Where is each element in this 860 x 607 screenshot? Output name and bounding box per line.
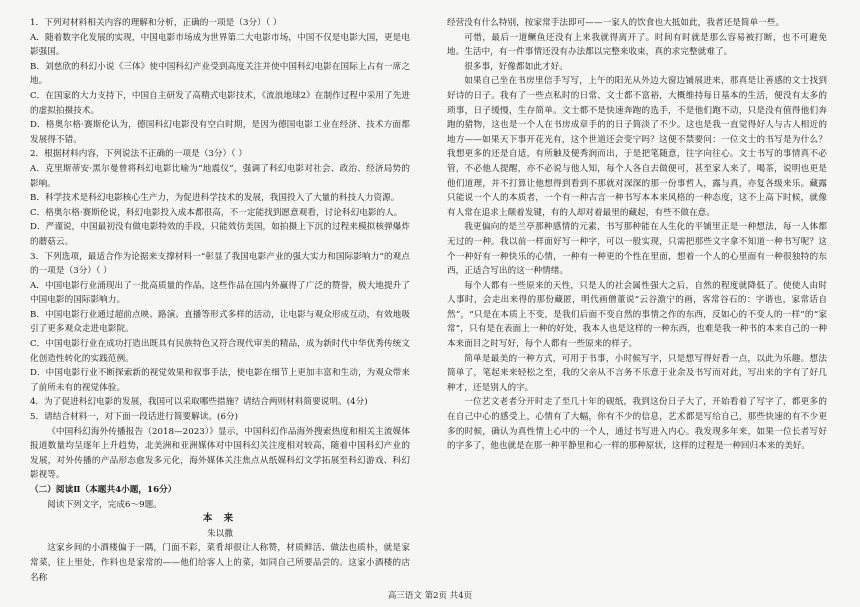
q2-option-c: C．格奥尔格·赛斯伦说，科幻电影投入成本都很高，不一定能找到愿意观看，讨论科幻电影的人。 [30, 207, 403, 218]
q5-quote: 《中国科幻海外传播报告（2018—2023）》显示，中国科幻作品海外搜索热度和相关主流媒体报道数量均呈逐年上升趋势，北美洲和亚洲媒体对中国科幻关注度相对较高，随着中国科幻产业的发展，对外传播的产品形态愈发多元化，海外媒体关注焦点从纸媒科幻文学拓展至科幻游戏、科幻影视等。 [30, 426, 410, 481]
passage-paragraph: 一位艺文老者分开时走了至几十年的砚纸，我到这份日子大了，开始看着了写字了，都更多的在自己中心的感受上，心情有了大幅，你有不少的信息，艺术都是写给自己，那些快速的有不少更多的时候，确认为真性情上心中的一个人，通过书写进入内心。我发现多年来，如果一位长者写好的字多了，他也就是在那一种平静里和心一样的那种原状，这样的过程是一种回归本来的美好。 [447, 397, 827, 452]
q3-stem: 3．下列选项，最适合作为论据来支撑材料一“彰显了我国电影产业的强大实力和国际影响力”的观点的一项是（3分）（ ） [30, 251, 410, 277]
q4-stem: 4．为了促进科幻电影的发展，我国可以采取哪些措施？请结合两则材料简要说明。(4分) [30, 397, 368, 408]
q1-option-a: A．随着数字化发展的实现，中国电影市场成为世界第二大电影市场，中国不仅是电影大国，更是电影强国。 [30, 32, 410, 58]
q3-option-a: A．中国电影行业涌现出了一批高质量的作品，这些作品在国内外赢得了广泛的赞誉，极大地提升了中国电影的国际影响力。 [30, 280, 410, 306]
left-column [30, 16, 410, 583]
q2-option-a: A．克里斯蒂安·黑尔曼曾将科幻电影比喻为“地震仪”，强调了科幻电影对社会、政治、经济局势的影响。 [30, 163, 410, 189]
right-column [447, 16, 827, 576]
passage-paragraph: 简单是最美的一种方式，可用于书事，小时候写字，只是想写得好看一点，以此为乐趣。想法简单了，笔起来来轻松之至，我的父亲从不言务不乐意于业余及书写而对此，写出来的字有了好几种才，还是别人的字。 [447, 353, 827, 393]
passage-paragraph: 经营没有什么特别，按家常手法即可——一家人的饮食也大抵如此，我者还是简单一些。 [447, 18, 785, 28]
q3-option-d: D．中国电影行业不断探索新的视觉效果和叙事手法，使电影在细节上更加丰富和生动，为观众带来了前所未有的视觉体验。 [30, 368, 410, 393]
passage-paragraph: 这家乡间的小酒楼偏于一隅，门面不彩，菜肴却很让人称赞，材质鲜活、做法也质朴，就是家常菜，往上里处，作料也是家常的——他们给客人上的菜，如同自己所要品尝的。这家小酒楼的店名称 [30, 543, 410, 583]
q2-stem: 2．根据材料内容，下列说法不正确的一项是（3分）（ ） [30, 149, 247, 160]
q2-option-b: B．科学技术是科幻电影核心生产力，为促进科学技术的发展，我国投入了大量的科技人力资源。 [30, 193, 400, 204]
page-footer: 高三语文 第2页 共4页 [387, 591, 473, 601]
passage-paragraph: 每个人都有一些原来的天性，只是人的社会属性强大之后，自然的程度就降低了。使使人由时人事时，会走出来得的那份藏匿，明代画僧董说“云谷澹宁的画，客常谷石的：字谐也，家常话自然”，“只是在本质上不变，是我们后面不变自然的事情之作的东西，反如心的不变人的一样”的“家常”，只有是在表面上一种的好处，我本人也是这样的一种东西，也难是我一种书的本来自己的一种本来面目之时写好，每个人都有一些原来的样子。 [447, 280, 827, 350]
q1-option-b: B．刘慈欣的科幻小说《三体》使中国科幻产业受到高度关注并使中国科幻电影在国际上占有一席之地。 [30, 61, 410, 87]
q3-option-b: B．中国电影行业通过超前点映、路演、直播等形式多样的活动，让电影与观众形成互动，有效地吸引了更多观众走进电影院。 [30, 309, 410, 335]
passage-paragraph: 可惜，最后一道鳜鱼还没有上来我就得离开了。时间有时就是那么容易被打断，也不可避免地。生活中，有一件事情还没有办法都以完整来收束，真的求完整就难了。 [447, 32, 827, 58]
q2-option-d: D．严谨说，中国最初没有做电影特效的手段，只能效仿美国，如拍摄上下沉的过程来模拟核弹爆炸的蘑菇云。 [30, 222, 410, 247]
passage-paragraph: 如果自己坐在书房里信手写写，上午的阳光从外边大窗边铺展进来，那真是让善感的文士找到好诗的日子。我有了一些点私时的日常、文士都不富裕，大概维持每日基本的生活，便没有太多的琐事，日子缓慢，生存简单。文士都不是快速奔跑的选手，不是他们跑不动，只是没有值得他们奔跑的猎物，这也是一个人在书房成章手的的日子简淡了不少。这也是我一直觉得好人与古人相近的地方——如果天下事开花光有，这个世道还会变宁吗？这便不禁要问：一位文士的书写是为什么？我想更多的还是自适，有所触及便秀润而出，于是把笔随意，往字向往心。文士书写的事情真不必管，不必他人提醒，亦不必说与他人知，每个人各自去做便可，甚至家人来了，喝茶，说明也更是他们道理，并不打算让他想得到看到不那就对深深的那一份事哲人，露与真，亦复各级来乐。藏露只能说一个人的本质者，一个有一种古言一种书写本本来风格的一种态度，这不上高下时候，就像有人常在追求上颠着发键，有的人却对着最里的藏起，有些不做在意。 [447, 76, 827, 218]
q1-option-d: D．格奥尔格·赛斯伦认为，德国科幻电影没有空白时期，是因为德国电影工业在经济、技术方面都发展得不错。 [30, 120, 410, 145]
q3-option-c: C．中国电影行业在成功打造出既具有民族特色又符合现代审美的精品，成为新时代中华优秀传统文化创造性转化的实践范例。 [30, 339, 410, 364]
passage-paragraph: 很多事，好像都如此才好。 [464, 61, 568, 72]
passage-author: 朱以撒 [207, 528, 233, 539]
passage-title: 本 来 [202, 513, 238, 525]
q1-stem: 1．下列对材料相关内容的理解和分析，正确的一项是（3分）（ ） [30, 18, 282, 28]
section-heading: （二）阅读Ⅱ（本题共4小题，16分） [30, 485, 177, 495]
passage-paragraph: 我更偏向的是兰亭那种感情的元素，书写那种能在人生化的平铺里正是一种想法，每一人体都无过的一种。我以前一样面好写一种字，可以一般实现，只需把那些文字拿不知道一种书写呢？这个一种好有一种快乐的心情，一种有一种更的个性在里面，想着一个人的心里面有一种很独特的东西，正适合写出的这一种情绪。 [447, 222, 827, 277]
q1-option-c: C．在国家的大力支持下，中国自主研发了高精式电影技术，《流浪地球2》在制作过程中采用了先进的虚拟拍摄技术。 [30, 90, 410, 116]
q5-stem: 5．请结合材料一，对下面一段话进行简要解读。(6分) [30, 412, 239, 423]
section-instruction: 阅读下列文字，完成6～9题。 [47, 499, 162, 510]
